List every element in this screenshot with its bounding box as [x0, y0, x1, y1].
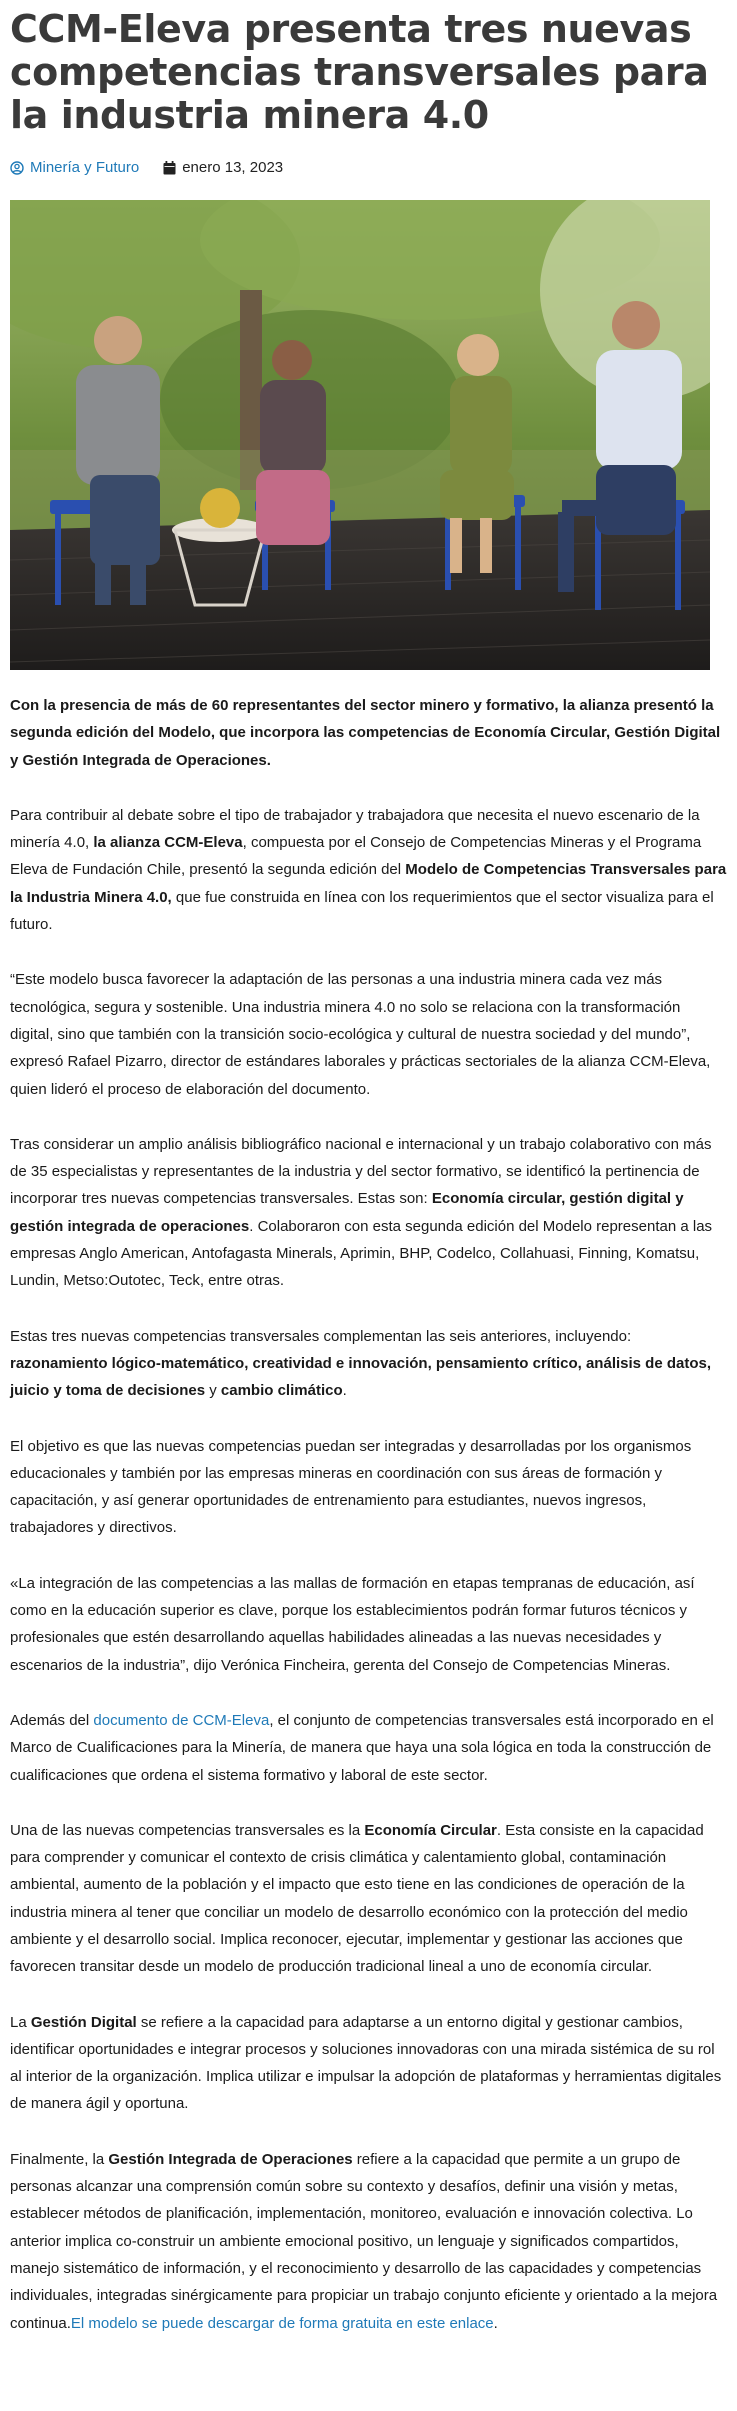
user-circle-icon: [10, 161, 24, 175]
author-link[interactable]: [10, 159, 139, 176]
calendar-icon: [163, 161, 176, 175]
post-meta: [10, 159, 727, 176]
date-text: enero 13, 2023: [182, 159, 284, 176]
download-link[interactable]: El modelo se puede descargar de forma gratuita en este enlace: [70, 2314, 494, 2332]
post-date: [163, 159, 283, 176]
hero-photo: [10, 200, 710, 670]
lead-paragraph: Con la presencia de más de 60 representantes del sector minero y formativo, la alianza presentó la segunda edición del Modelo, que incorpora las competencias de Economía Circular, Gestión Digital y Gestión Integrada de Operaciones.: [10, 697, 721, 769]
page-title: CCM-Eleva presenta tres nuevas competencias transversales para la industria minera 4.0: [10, 7, 709, 137]
paragraph-2: “Este modelo busca favorecer la adaptación de las personas a una industria minera cada vez más tecnológica, segura y sostenible. Una industria minera 4.0 no solo se relaciona con la transformación digital, sino que también con la transición socio-ecológica y cultural de nuestra sociedad y del mundo”, expresó Rafael Pizarro, director de estándares laborales y prácticas sectoriales de la alianza CCM-Eleva, quien lideró el proceso de elaboración del documento.: [10, 971, 711, 1098]
paragraph-3: Tras considerar un amplio análisis bibliográfico nacional e internacional y un trabajo colaborativo con más de 35 especialistas y representantes de la industria y del sector formativo, se identificó la pertinencia de incorporar tres nuevas competencias transversales. Estas son: Economía circular, gestión digital y gestión integrada de operaciones. Colaboraron con esta segunda edición del Modelo representan a las empresas Anglo American, Antofagasta Minerals, Aprimin, BHP, Codelco, Collahuasi, Finning, Komatsu, Lundin, Metso:Outotec, Teck, entre otras.: [10, 1135, 713, 1290]
author-name: Minería y Futuro: [30, 159, 140, 176]
paragraph-8: Una de las nuevas competencias transversales es la Economía Circular. Esta consiste en la capacidad para comprender y comunicar el contexto de crisis climática y calentamiento global, contaminación ambiental, aumento de la población y el impacto que esto tiene en las condiciones de operación de la industria minera al tener que conciliar un modelo de desarrollo económico con la protección del medio ambiente y el desarrollo social. Implica reconocer, ejecutar, implementar y gestionar las acciones que favorecen transitar desde un modelo de producción tradicional lineal a uno de economía circular.: [10, 1821, 704, 1976]
document-link[interactable]: documento de CCM-Eleva: [93, 1711, 270, 1729]
paragraph-9: La Gestión Digital se refiere a la capacidad para adaptarse a un entorno digital y gestionar cambios, identificar oportunidades e integrar procesos y soluciones innovadoras con una mirada sistémica de su rol al interior de la organización. Implica utilizar e impulsar la adopción de plataformas y herramientas digitales de manera ágil y oportuna.: [10, 2013, 722, 2113]
paragraph-5: El objetivo es que las nuevas competencias puedan ser integradas y desarrolladas por los organismos educacionales y también por las empresas mineras en coordinación con sus áreas de formación y capacitación, y así generar oportunidades de entrenamiento para estudiantes, nuevos ingresos, trabajadores y directivos.: [10, 1437, 692, 1537]
paragraph-10: Finalmente, la Gestión Integrada de Operaciones refiere a la capacidad que permite a un grupo de personas alcanzar una comprensión común sobre su contexto y desafíos, definir una visión y metas, establecer métodos de planificación, implementación, monitoreo, evaluación e innovación colectiva. Lo anterior implica co-construir un ambiente emocional positivo, un lenguaje y significados compartidos, manejo sistemático de información, y el reconocimiento y desarrollo de las capacidades y competencias individuales, integradas sinérgicamente para propiciar un trabajo conjunto eficiente y orientado a la mejora continua.El modelo se puede descargar de forma gratuita en este enlace.: [10, 2150, 718, 2332]
paragraph-1: Para contribuir al debate sobre el tipo de trabajador y trabajadora que necesita el nuevo escenario de la minería 4.0, la alianza CCM-Eleva, compuesta por el Consejo de Competencias Mineras y el Programa Eleva de Fundación Chile, presentó la segunda edición del Modelo de Competencias Transversales para la Industria Minera 4.0, que fue construida en línea con los requerimientos que el sector visualiza para el futuro.: [10, 806, 727, 934]
paragraph-6: «La integración de las competencias a las mallas de formación en etapas tempranas de educación, así como en la educación superior es clave, porque los establecimientos podrán formar futuros técnicos y profesionales que estén desarrollando aquellas habilidades alineadas a las nuevas necesidades y escenarios de la industria”, dijo Verónica Fincheira, gerenta del Consejo de Competencias Mineras.: [10, 1574, 695, 1674]
paragraph-4: Estas tres nuevas competencias transversales complementan las seis anteriores, incluyendo: razonamiento lógico-matemático, creatividad e innovación, pensamiento crítico, análisis de datos, juicio y toma de decisiones y cambio climático.: [10, 1327, 712, 1400]
paragraph-7: Además del documento de CCM-Eleva, el conjunto de competencias transversales está incorporado en el Marco de Cualificaciones para la Minería, de manera que haya una sola lógica en toda la construcción de cualificaciones que ordena el sistema formativo y laboral de este sector.: [10, 1711, 714, 1784]
